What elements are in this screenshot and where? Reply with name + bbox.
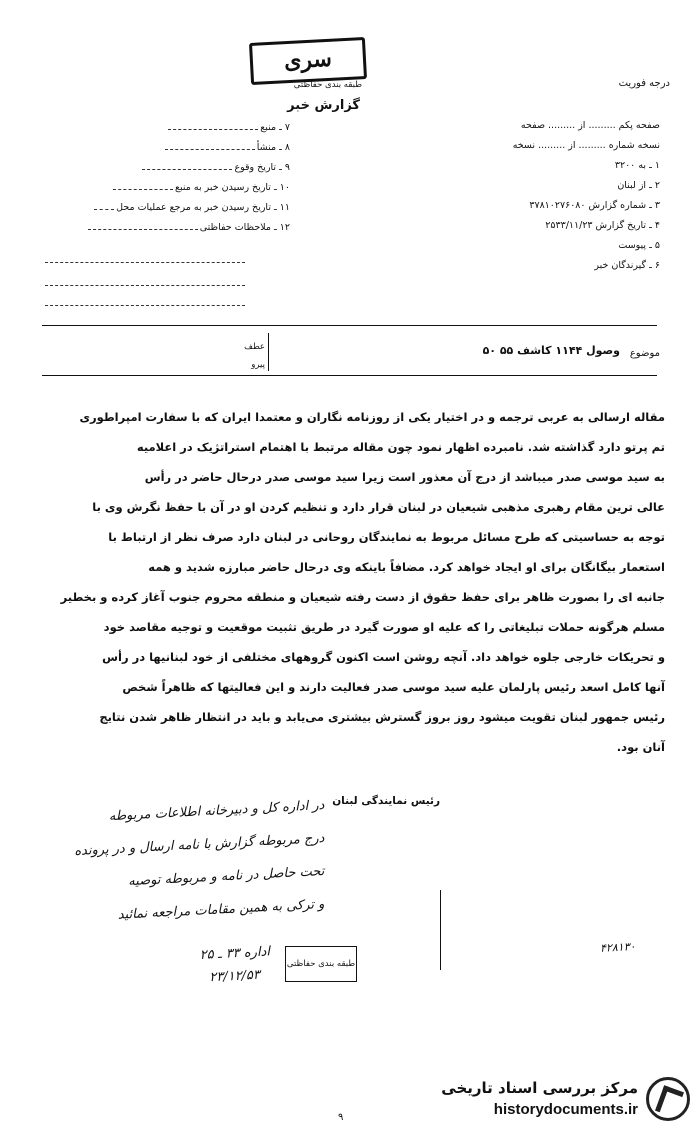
handwritten-line: تحت حاصل در نامه و مربوطه توصیه: [127, 863, 325, 890]
body-line: توجه به حساسیتی که طرح مسائل مربوط به نمایندگان روحانی در لبنان دارد صرف نظر از ارتباط با: [108, 530, 665, 544]
priority-label: درجه فوریت: [618, 78, 670, 89]
handwritten-line: در اداره کل و دبیرخانه اطلاعات مربوطه: [108, 797, 325, 825]
field-authority-receipt-date: ۱۱ ـ تاریخ رسیدن خبر به مرجع عملیات محل: [45, 202, 290, 222]
bottom-handwriting-date: ۲۳/۱۲/۵۳: [208, 967, 261, 986]
left-fields: [45, 122, 290, 242]
report-title: گزارش خبر: [287, 98, 360, 113]
field-from: ۲ ـ از لبنان: [617, 180, 660, 191]
body-line: رئیس جمهور لبنان تقویت میشود روز بروز گسترش بیشتری می‌یابد و باید در انتظار ظاهر شدن نتایج: [99, 710, 665, 724]
field-copy: نسخه شماره ......... از ......... نسخه: [512, 140, 660, 151]
right-fields: [380, 120, 660, 280]
subject-text: وصول ۱۱۴۴ کاشف ۵۵ ۵۰: [482, 344, 620, 357]
field-source: ۷ ـ منبع: [45, 122, 290, 142]
field-report-number: ۳ ـ شماره گزارش ۳۷۸۱۰۲۷۶۰۸۰: [529, 200, 660, 211]
body-line: جانبه ای را بصورت ظاهر برای حفظ حقوق از دست رفته شیعیان و منطقه محروم جنوب آغاز کرده و بخطیر: [60, 590, 665, 604]
body-line: استعمار بیگانگان برای او ایجاد خواهد کرد. مضافاً باینکه وی درحال حاضر مبارزه شدید و همه: [148, 560, 665, 574]
field-attachment: ۵ ـ پیوست: [618, 240, 660, 251]
handwritten-line: درج مربوطه گزارش با نامه ارسال و در پرونده: [73, 830, 325, 860]
body-line: آنها کامل اسعد رئیس پارلمان علیه سید موسی صدر فعالیت دارند و این فعالیتها که ظاهراً شخص: [122, 680, 665, 694]
archive-logo-icon: [646, 1077, 690, 1121]
bottom-stamp-text: طبقه بندی حفاظتی: [286, 959, 356, 969]
field-occurrence-date: ۹ ـ تاریخ وقوع: [45, 162, 290, 182]
body-line: مقاله ارسالی به عربی ترجمه و در اختیار یکی از روزنامه نگاران و معتمدا ایران که با سفارت امپراطوری: [79, 410, 665, 424]
body-line: به سید موسی صدر میباشد از درج آن معذور است زیرا سید موسی صدر درحال حاضر در رأس: [144, 470, 665, 484]
watermark-line1: مرکز بررسی اسناد تاریخی: [441, 1079, 638, 1097]
field-security-notes: ۱۲ ـ ملاحظات حفاظتی: [45, 222, 290, 242]
subject-label: موضوع: [629, 348, 660, 359]
blank-line: [45, 262, 245, 263]
body-line: آنان بود.: [616, 740, 665, 754]
body-line: عالی ترین مقام رهبری مذهبی شیعیان در لبنان قرار دارد و تنظیم کردن او در آن با حفظ نگرش وی با: [92, 500, 665, 514]
watermark-logo: [415, 1075, 690, 1125]
body-line: مسلم هرگونه حملات تبلیغاتی را که علیه او صورت گیرد در طریق تثبیت موقعیت و توجیه مقاصد خود: [103, 620, 665, 634]
divider-vertical: [268, 333, 270, 371]
field-source-receipt-date: ۱۰ ـ تاریخ رسیدن خبر به منبع: [45, 182, 290, 202]
field-to: ۱ ـ به ۳۲۰۰: [614, 160, 660, 171]
handwritten-notes: [55, 797, 325, 937]
field-recipients: ۶ ـ گیرندگان خبر: [594, 260, 660, 271]
page-mark: ۹: [338, 1112, 344, 1123]
classification-stamp: سری: [249, 37, 367, 85]
margin-number: ۴۲۸۱۳۰: [599, 939, 636, 955]
field-report-date: ۴ ـ تاریخ گزارش ۲۵۳۳/۱۱/۲۳: [545, 220, 660, 231]
field-page: صفحه پکم ......... از ......... صفحه: [520, 120, 660, 131]
ref-label: عطف: [244, 342, 265, 352]
field-origin: ۸ ـ منشأ: [45, 142, 290, 162]
body-line: تم پرتو دارد گذاشته شد. نامبرده اظهار نمود چون مقاله مرتبط با اهتمام استراتژیک در اعلامیه: [136, 440, 665, 454]
signature-title: رئیس نمایندگی لبنان: [332, 795, 440, 807]
body-line: و تحریکات خارجی جلوه خواهد داد. آنچه روشن است اکنون گروههای مختلفی از خود لبنانیها در رأس: [102, 650, 665, 664]
bottom-stamp-box: [285, 946, 357, 982]
divider: [42, 375, 657, 376]
handwritten-line: و ترکی به همین مقامات مراجعه نمائید: [117, 896, 325, 923]
divider: [42, 325, 657, 326]
watermark-line2: historydocuments.ir: [493, 1101, 638, 1118]
ref-sub-label: پیرو: [251, 360, 265, 370]
blank-line: [45, 285, 245, 286]
margin-line: [440, 890, 442, 970]
body-text: [60, 410, 665, 770]
bottom-handwriting: اداره ۳۳ ـ ۲۵: [199, 944, 271, 964]
blank-line: [45, 305, 245, 306]
stamp-subtitle: طبقه بندی حفاظتی: [293, 80, 362, 90]
